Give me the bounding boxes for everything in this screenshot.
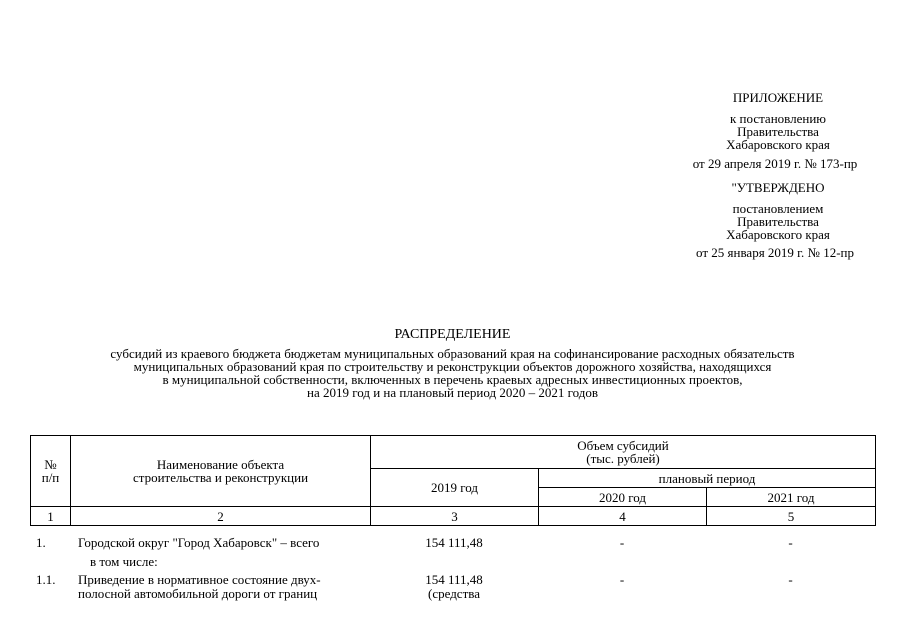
header-2020: 2020 год <box>539 488 707 507</box>
document-subtitle-line4: на 2019 год и на плановый период 2020 – 2021 годов <box>307 385 598 400</box>
appendix-lines <box>668 112 888 151</box>
approved-line1: постановлением <box>732 201 824 216</box>
document-subtitle-line3: в муниципальной собственности, включенных в перечень краевых адресных инвестиционных проектов, <box>162 372 743 387</box>
header-number: № п/п <box>31 436 71 507</box>
appendix-line2: Правительства <box>737 124 819 139</box>
approved-date-wrap <box>660 246 890 259</box>
col-number-3: 3 <box>371 507 539 526</box>
approved-line3: Хабаровского края <box>726 227 830 242</box>
header-volume-line2: (тыс. рублей) <box>586 451 660 466</box>
approved-line2: Правительства <box>737 214 819 229</box>
header-volume <box>371 436 876 469</box>
row1-2021: - <box>788 535 793 550</box>
document-subtitle-line2: муниципальных образований края по строительству и реконструкции объектов дорожного хозяйства, находящихся <box>133 359 772 374</box>
header-plan-period: плановый период <box>539 469 876 488</box>
appendix-line3: Хабаровского края <box>726 137 830 152</box>
col-number-2: 2 <box>71 507 371 526</box>
header-name-line1: Наименование объекта <box>156 457 285 472</box>
subsidy-table <box>30 435 876 526</box>
header-name-line2: строительства и реконструкции <box>132 470 309 485</box>
row1-number: 1. <box>36 535 46 550</box>
row1-name: Городской округ "Город Хабаровск" – всего <box>78 535 320 550</box>
row3-name-line2: полосной автомобильной дороги от границ <box>78 586 318 601</box>
document-subtitle-line1: субсидий из краевого бюджета бюджетам муниципальных образований края на софинансирование расходных обязательств <box>110 346 795 361</box>
row3-2019: 154 111,48 <box>425 572 483 587</box>
appendix-title: ПРИЛОЖЕНИЕ <box>732 90 824 105</box>
header-2019: 2019 год <box>371 469 539 507</box>
approved-date: от 25 января 2019 г. № 12-пр <box>696 245 854 260</box>
row3-name: Приведение в нормативное состояние двух- <box>78 572 321 587</box>
approved-block <box>668 181 888 194</box>
approved-lines <box>668 202 888 241</box>
row3-2021: - <box>788 572 793 587</box>
row1-2019: 154 111,48 <box>425 535 483 550</box>
row3-2020: - <box>619 572 625 587</box>
header-name <box>71 436 371 507</box>
appendix-line1: к постановлению <box>729 111 827 126</box>
appendix-date: от 29 апреля 2019 г. № 173-пр <box>692 156 858 171</box>
col-number-5: 5 <box>707 507 876 526</box>
row3-number: 1.1. <box>36 572 56 587</box>
appendix-date-wrap <box>660 157 890 170</box>
document-title: РАСПРЕДЕЛЕНИЕ <box>394 327 511 342</box>
row3-2019-note: (средства <box>428 586 480 601</box>
approved-title: "УТВЕРЖДЕНО <box>731 180 825 195</box>
col-number-4: 4 <box>539 507 707 526</box>
row1-2020: - <box>619 535 625 550</box>
header-2021: 2021 год <box>707 488 876 507</box>
appendix-block <box>668 91 888 104</box>
col-number-1: 1 <box>31 507 71 526</box>
header-volume-line1: Объем субсидий <box>577 438 669 453</box>
row2-name: в том числе: <box>90 554 158 569</box>
